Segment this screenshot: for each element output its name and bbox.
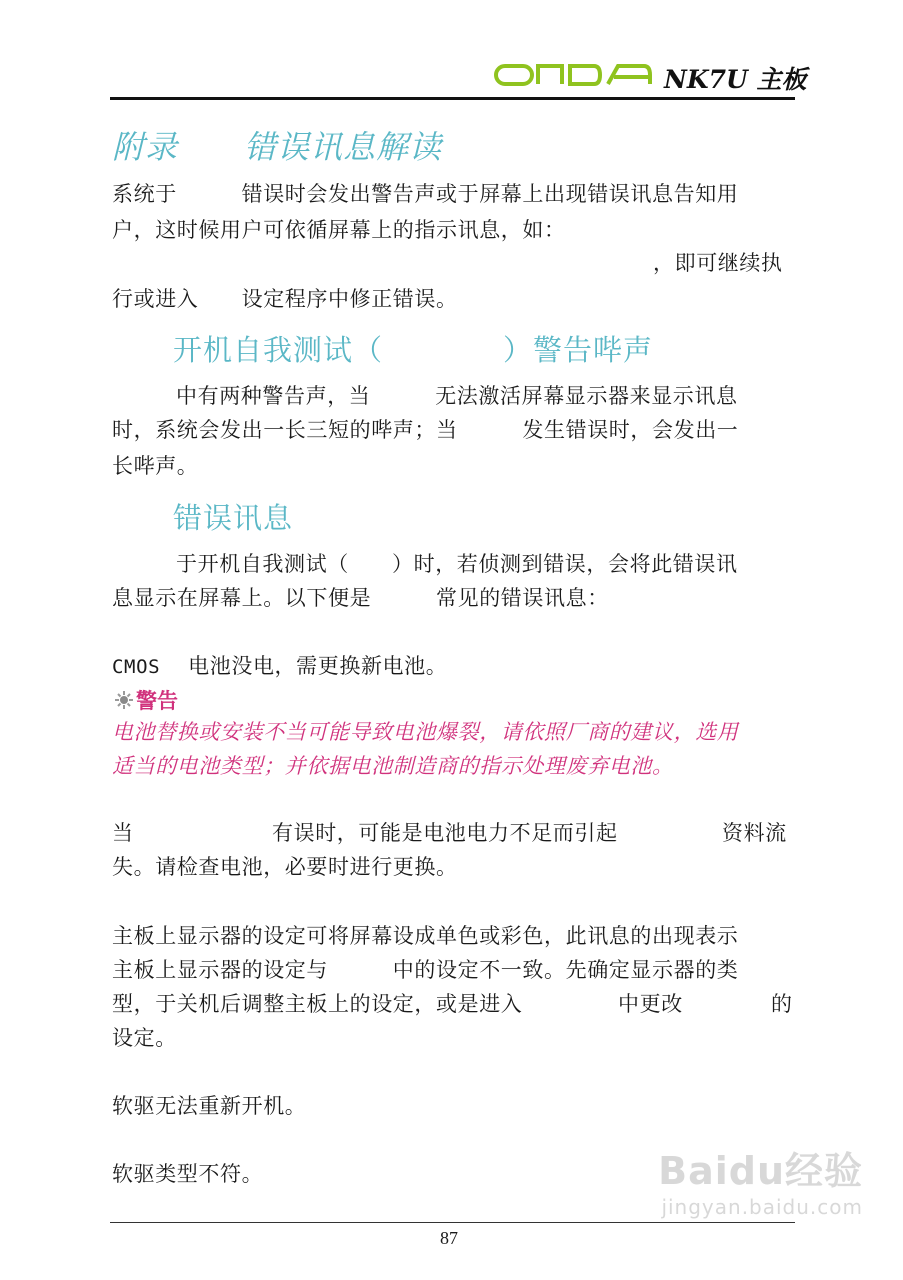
header-model: NK7U 主板 <box>664 65 807 94</box>
checksum-text-2: 资料流 <box>722 821 787 845</box>
display-line-3c: 的 <box>771 992 793 1016</box>
baidu-watermark <box>658 1140 863 1219</box>
warning-block <box>114 685 178 715</box>
watermark-url: jingyan.baidu.com <box>661 1195 863 1219</box>
display-line-1: 主板上显示器的设定可将屏幕设成单色或彩色，此讯息的出现表示 <box>112 924 739 948</box>
page-title: 附录 错误讯息解读 <box>112 128 443 166</box>
intro-line-2: 户，这时候用户可依循屏幕上的指示讯息，如： <box>112 218 566 242</box>
watermark-brand: Baidu经验 <box>658 1149 863 1193</box>
display-line-3a: 型，于关机后调整主板上的设定，或是进入 <box>112 992 523 1016</box>
cmos-message <box>112 648 447 685</box>
footer-rule <box>110 1222 795 1223</box>
display-line-2: 主板上显示器的设定与 中的设定不一致。先确定显示器的类 <box>112 958 739 982</box>
beep-line-2: 时，系统会发出一长三短的哔声；当 发生错误时，会发出一 <box>112 418 739 442</box>
intro-line-1: 系统于 错误时会发出警告声或于屏幕上出现错误讯息告知用 <box>112 182 739 206</box>
onda-logo <box>494 62 659 92</box>
onda-logo-graphic <box>494 62 659 88</box>
beep-line-1: 中有两种警告声，当 无法激活屏幕显示器来显示讯息 <box>176 384 738 408</box>
floppy-message-2: 软驱类型不符。 <box>112 1162 264 1186</box>
intro-line-4: 行或进入 设定程序中修正错误。 <box>112 287 458 311</box>
warning-label: 警告 <box>136 689 178 713</box>
warning-line-2: 适当的电池类型；并依据电池制造商的指示处理废弃电池。 <box>112 754 674 778</box>
cmos-code: CMOS <box>112 656 161 678</box>
beep-heading: 开机自我测试（ ）警告哔声 <box>173 333 654 367</box>
floppy-message-1: 软驱无法重新开机。 <box>112 1094 307 1118</box>
checksum-text-1: 有误时，可能是电池电力不足而引起 <box>272 821 618 845</box>
header-rule <box>110 97 795 100</box>
errors-line-1: 于开机自我测试（ ）时，若侦测到错误，会将此错误讯 <box>176 552 738 576</box>
display-line-4: 设定。 <box>112 1026 177 1050</box>
warning-line-1: 电池替换或安装不当可能导致电池爆裂，请依照厂商的建议，选用 <box>112 720 739 744</box>
checksum-word-1: 当 <box>112 821 134 845</box>
intro-line-3: ，即可继续执 <box>653 251 783 275</box>
warning-icon <box>114 690 134 710</box>
errors-heading: 错误讯息 <box>173 501 294 535</box>
errors-line-2: 息显示在屏幕上。以下便是 常见的错误讯息： <box>112 586 609 610</box>
checksum-line-2: 失。请检查电池，必要时进行更换。 <box>112 855 458 879</box>
beep-line-3: 长哔声。 <box>112 454 199 478</box>
page-number: 87 <box>440 1228 458 1248</box>
display-line-3b: 中更改 <box>618 992 683 1016</box>
cmos-text: 电池没电，需更换新电池。 <box>188 654 448 678</box>
